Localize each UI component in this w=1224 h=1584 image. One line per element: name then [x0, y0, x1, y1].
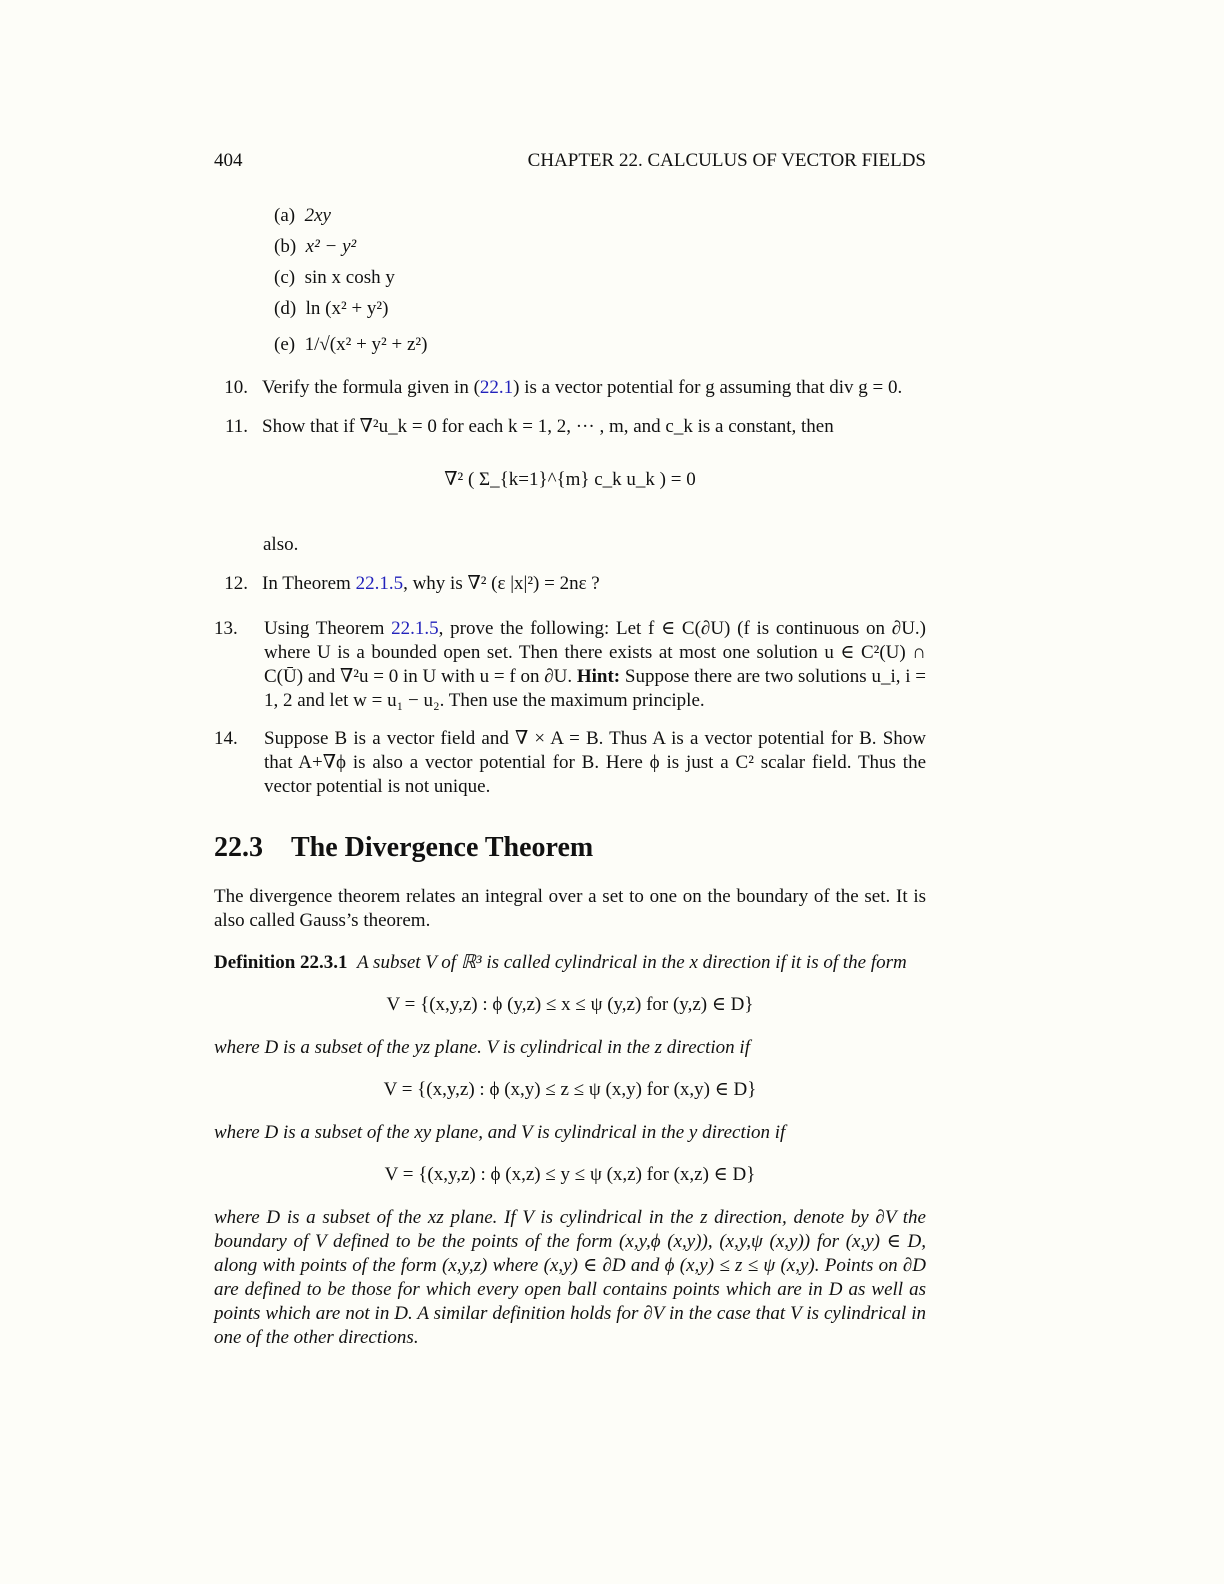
display-equation-sum	[214, 468, 926, 491]
hint-label: Hint:	[576, 666, 621, 687]
sub-item-c	[274, 266, 395, 290]
page-number: 404	[214, 150, 243, 171]
exercise-number: 10.	[224, 377, 248, 398]
equation-y-cylindrical: V = {(x,y,z) : ϕ (x,z) ≤ y ≤ ψ (x,z) for (x,z) ∈ D}	[384, 1164, 756, 1185]
definition-text-2: where D is a subset of the yz plane. V is cylindrical in the z direction if	[214, 1037, 750, 1058]
sub-item-label: (b)	[274, 236, 297, 257]
sub-item-d	[274, 297, 388, 321]
exercise-13-number: 13.	[214, 618, 238, 639]
exercise-10	[214, 376, 902, 400]
hint-text: Suppose there are two solutions u_i, i = 1, 2 and let w = u₁ − u₂. Then use the maximum principle.	[264, 666, 927, 711]
exercise-text: Show that if ∇²u_k = 0 for each k = 1, 2, ··· , m, and c_k is a constant, then	[262, 416, 834, 437]
exercise-number: 11.	[224, 416, 248, 437]
exercise-text: ) is a vector potential for g assuming that div g = 0.	[513, 377, 903, 398]
sub-item-expr: x² − y²	[305, 236, 357, 257]
exercise-text: , prove the following: Let f ∈ C(∂U) (f is continuous on ∂U.) where U is a bounded open set. Then there exists at most one solution u ∈ C²(U) ∩ C(Ū) and ∇²u = 0 in U with u = f on ∂U.	[264, 618, 926, 687]
definition-label: Definition 22.3.1	[214, 952, 348, 973]
exercise-number: 12.	[224, 573, 248, 594]
exercise-11-also: also.	[263, 534, 299, 555]
display-equation: ∇² ( Σ_{k=1}^{m} c_k u_k ) = 0	[444, 469, 696, 490]
section-number: 22.3	[214, 832, 263, 863]
equation-x-cylindrical: V = {(x,y,z) : ϕ (y,z) ≤ x ≤ ψ (y,z) for (y,z) ∈ D}	[386, 994, 754, 1015]
exercise-14: Suppose B is a vector field and ∇ × A = B. Thus A is a vector potential for B. Show that A+∇ϕ is also a vector potential for B. Here ϕ is just a C² scalar field. Thus the vector potential is not unique.	[264, 728, 926, 797]
theorem-ref-link[interactable]: 22.1.5	[355, 573, 404, 594]
running-header: CHAPTER 22. CALCULUS OF VECTOR FIELDS	[527, 150, 926, 171]
exercise-13	[264, 617, 926, 713]
section-title: The Divergence Theorem	[291, 832, 594, 863]
sub-item-b	[274, 235, 356, 259]
exercise-11	[214, 415, 834, 439]
theorem-ref-link[interactable]: 22.1.5	[391, 618, 439, 639]
definition-text-3: where D is a subset of the xy plane, and V is cylindrical in the y direction if	[214, 1122, 786, 1143]
sub-item-expr: ln (x² + y²)	[305, 298, 389, 319]
section-intro: The divergence theorem relates an integral over a set to one on the boundary of the set. It is also called Gauss’s theorem.	[214, 886, 926, 931]
definition-text-4: where D is a subset of the xz plane. If V is cylindrical in the z direction, denote by ∂V the boundary of V defined to be the points of the form (x,y,ϕ (x,y)), (x,y,ψ (x,y)) for (x,y) ∈ D, along with points of the form (x,y,z) where (x,y) ∈ ∂D and ϕ (x,y) ≤ z ≤ ψ (x,y). Points on ∂D are defined to be those for which every open ball contains points which are in D as well as points which are not in D. A similar definition holds for ∂V in the case that V is cylindrical in one of the other directions.	[214, 1207, 926, 1348]
definition-text: A subset V of ℝ³ is called cylindrical in the x direction if it is of the form	[357, 952, 907, 973]
sub-item-label: (a)	[274, 205, 296, 226]
definition-22-3-1	[214, 951, 926, 975]
sub-item-expr: 1/√(x² + y² + z²)	[304, 334, 428, 355]
exercise-14-number: 14.	[214, 728, 238, 749]
sub-item-expr: sin x cosh y	[304, 267, 395, 288]
exercise-text: , why is ∇² (ε |x|²) = 2nε ?	[403, 573, 600, 594]
exercise-text: In Theorem	[262, 573, 356, 594]
equation-ref-link[interactable]: 22.1	[479, 377, 514, 398]
exercise-text: Verify the formula given in (	[262, 377, 480, 398]
section-heading	[214, 832, 593, 864]
equation-z-cylindrical: V = {(x,y,z) : ϕ (x,y) ≤ z ≤ ψ (x,y) for (x,y) ∈ D}	[383, 1079, 757, 1100]
exercise-text: Using Theorem	[264, 618, 392, 639]
sub-item-label: (d)	[274, 298, 297, 319]
sub-item-e	[274, 333, 427, 357]
sub-item-expr: 2xy	[304, 205, 331, 226]
exercise-12	[214, 572, 600, 596]
sub-item-label: (c)	[274, 267, 296, 288]
sub-item-label: (e)	[274, 334, 296, 355]
sub-item-a	[274, 204, 331, 228]
